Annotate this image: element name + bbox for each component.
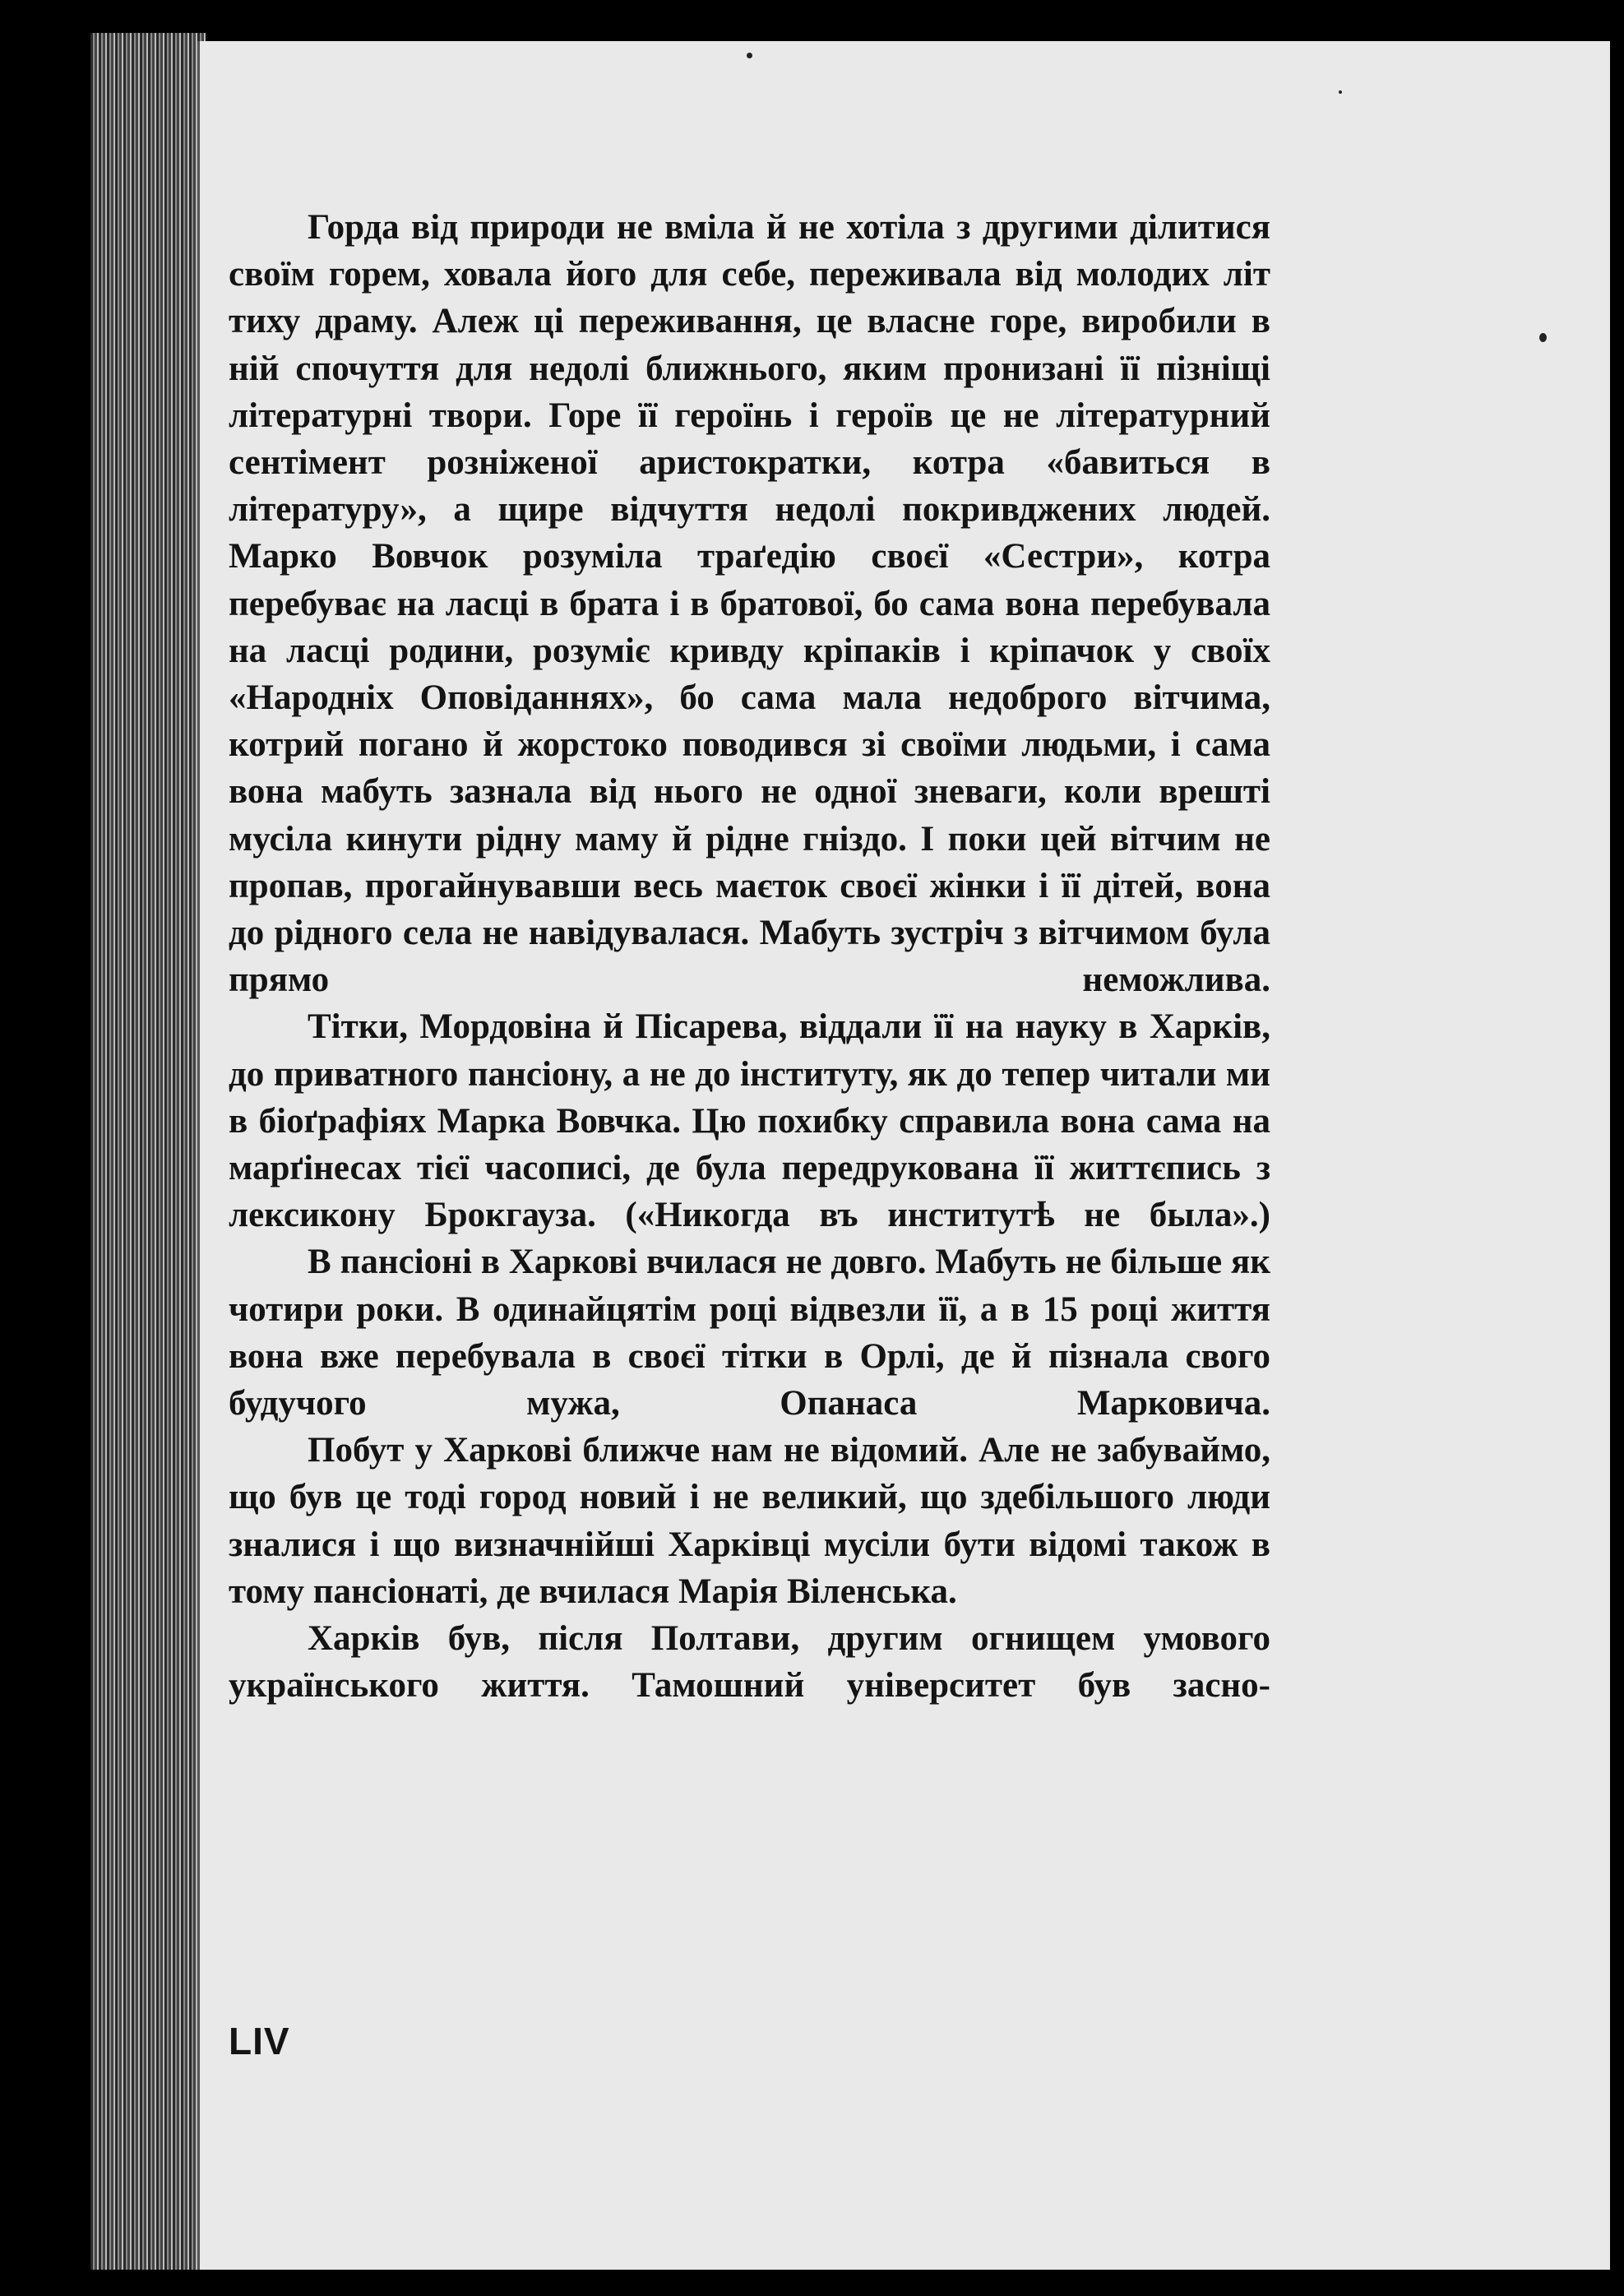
paragraph-1: Горда від природи не вміла й не хотіла з другими ділитися своїм горем, ховала його для себе, переживала від молодих літ тиху драму. Алеж ці переживання, це власне горе, виробили в ній спочуття для недолі ближнього, яким пронизані її пізніщі літературні твори. Горе її героїнь і героїв це не літературний сентімент розніженої аристократки, котра «бавиться в літературу», а щире відчуття недолі покривджених людей. Марко Вовчок розуміла траґедію своєї «Сестри», котра перебуває на ласці в брата і в братової, бо сама вона перебувала на ласці родини, розуміє кривду кріпаків і кріпачок у своїх «Народніх Оповіданнях», бо сама мала недоброго вітчима, котрий погано й жорстоко поводився зі своїми людьми, і сама вона мабуть зазнала від нього не одної зневаги, коли врешті мусіла кинути рідну маму й рідне гніздо. І поки цей вітчим не пропав, прогайнувавши весь маєток своєї жінки і її дітей, вона до рідного села не навідувалася. Мабуть зустріч з вітчимом була прямо неможлива.	[229, 208, 1270, 1000]
page-number: LIV	[229, 2020, 290, 2062]
dust-speck	[1539, 333, 1547, 342]
paragraph-4: Побут у Харкові ближче нам не відомий. Але не забуваймо, що був це тоді город новий і не великий, що здебільшого люди зналися і що визначнійші Харківці мусіли бути відомі також в тому пансіонаті, де вчилася Марія Віленська.	[229, 1431, 1270, 1611]
paragraph-5: Харків був, після Полтави, другим огнищем умового українського життя. Тамошний університет був засно-	[229, 1619, 1270, 1706]
dust-speck	[1339, 90, 1342, 94]
book-spine-edge	[90, 33, 206, 2270]
body-text	[229, 204, 1270, 1710]
paragraph-3: В пансіоні в Харкові вчилася не довго. Мабуть не більше як чотири роки. В одинайцятім році відвезли її, а в 15 році життя вона вже перебувала в своєї тітки в Орлі, де й пізнала свого будучого мужа, Опанаса Марковича.	[229, 1243, 1270, 1423]
paragraph-2: Тітки, Мордовіна й Пісарева, віддали її на науку в Харків, до приватного пансіону, а не до інституту, як до тепер читали ми в біоґрафіях Марка Вовчка. Цю похибку справила вона сама на марґінесах тієї часописі, де була передрукована її життєпись з лексикону Брокгауза. («Никогда въ институтѣ не была».)	[229, 1007, 1270, 1235]
dust-speck	[747, 53, 752, 58]
